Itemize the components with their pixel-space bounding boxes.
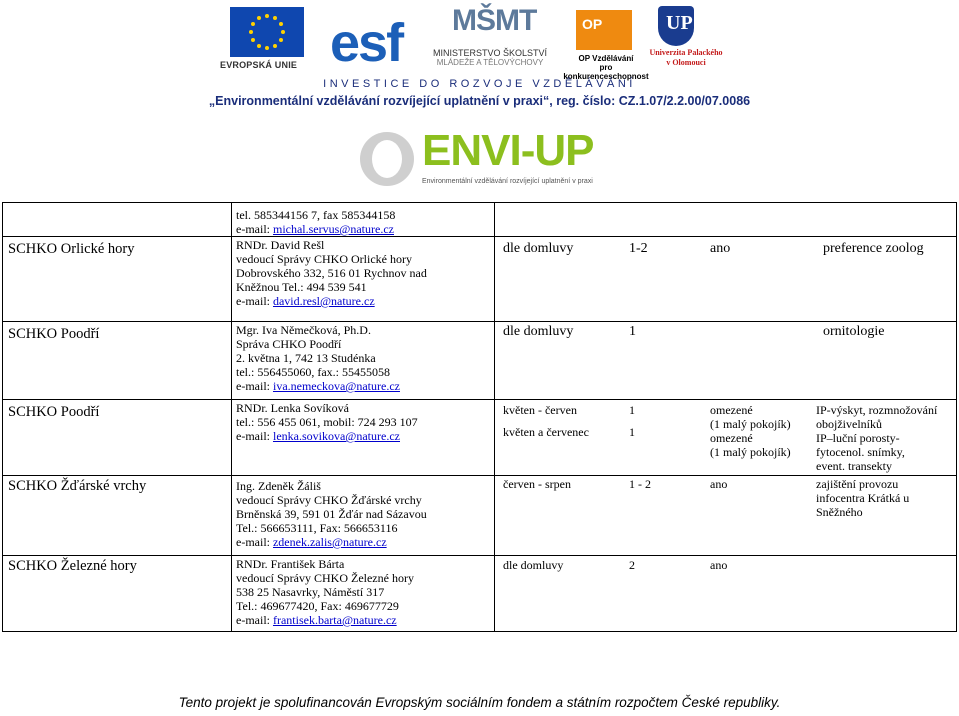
- table-row: [3, 322, 957, 400]
- email-link[interactable]: zdenek.zalis@nature.cz: [272, 535, 387, 549]
- contact-cell: [232, 476, 495, 556]
- focus: IP-výskyt, rozmnožování: [816, 403, 938, 417]
- esf-logo-text: esf: [330, 13, 403, 73]
- availability: dle domluvy: [503, 558, 564, 572]
- region-cell: [3, 203, 232, 237]
- details-cell: [495, 322, 957, 400]
- focus: IP–luční porosty-: [816, 431, 900, 445]
- contact-line: tel. 585344156 7, fax 585344158: [236, 208, 396, 222]
- contact-line: e-mail:: [236, 535, 273, 549]
- contact-line: Správa CHKO Poodří: [236, 337, 342, 351]
- availability: dle domluvy: [503, 241, 574, 256]
- contact-line: 2. května 1, 742 13 Studénka: [236, 351, 376, 365]
- table-row: [3, 400, 957, 476]
- contact-line: e-mail:: [236, 294, 273, 308]
- contact-cell: [232, 400, 495, 476]
- focus: Sněžného: [816, 505, 863, 519]
- upol-seal-icon: UP: [658, 6, 694, 46]
- contact-line: tel.: 556 455 061, mobil: 724 293 107: [236, 415, 418, 429]
- availability: červen - srpen: [503, 477, 571, 491]
- table-row: [3, 476, 957, 556]
- availability: květen a červenec: [503, 425, 589, 439]
- contact-line: Mgr. Iva Němečková, Ph.D.: [236, 323, 371, 337]
- capacity: 1-2: [629, 241, 648, 256]
- contact-cell: [232, 203, 495, 237]
- accommodation: ano: [710, 558, 728, 572]
- contact-line: RNDr. František Bárta: [236, 557, 345, 571]
- opvk-mark: OP: [582, 16, 603, 32]
- focus: obojživelníků: [816, 417, 882, 431]
- eu-logo-text: EVROPSKÁ UNIE: [220, 60, 298, 70]
- eu-logo: [220, 4, 326, 74]
- focus: preference zoolog: [823, 241, 924, 256]
- opvk-line2: pro konkurenceschopnost: [563, 63, 649, 81]
- accommodation: omezené: [710, 403, 753, 417]
- envi-up-wordmark: ENVI-UP: [422, 126, 594, 175]
- table-row: [3, 237, 957, 322]
- email-link[interactable]: david.resl@nature.cz: [272, 294, 375, 308]
- contact-cell: [232, 556, 495, 632]
- contact-line: RNDr. Lenka Sovíková: [236, 401, 349, 415]
- table-row: [3, 556, 957, 632]
- msmt-line1: MINISTERSTVO ŠKOLSTVÍ: [432, 48, 548, 58]
- msmt-mark: MŠMT: [452, 4, 537, 37]
- details-cell: [495, 237, 957, 322]
- contact-line: vedoucí Správy CHKO Orlické hory: [236, 252, 412, 266]
- accommodation: (1 malý pokojík): [710, 445, 791, 459]
- details-cell: [495, 400, 957, 476]
- contact-cell: [232, 322, 495, 400]
- capacity: 2: [629, 558, 635, 572]
- footer-note: Tento projekt je spolufinancován Evropským sociálním fondem a státním rozpočtem České republiky.: [178, 695, 781, 710]
- upol-line2: v Olomouci: [666, 58, 706, 67]
- contact-line: RNDr. David Rešl: [236, 238, 325, 252]
- invest-line: INVESTICE DO ROZVOJE VZDĚLÁVÁNÍ: [323, 78, 636, 90]
- opvk-line1: OP Vzdělávání: [578, 54, 634, 63]
- focus: zajištění provozu: [816, 477, 899, 491]
- email-link[interactable]: michal.servus@nature.cz: [272, 222, 394, 236]
- capacity: 1 - 2: [629, 477, 651, 491]
- email-link[interactable]: iva.nemeckova@nature.cz: [272, 379, 400, 393]
- contact-line: vedoucí Správy CHKO Žďárské vrchy: [236, 493, 422, 507]
- upol-logo: [650, 4, 722, 70]
- contact-line: Tel.: 469677420, Fax: 469677729: [236, 599, 399, 613]
- contact-line: Brněnská 39, 591 01 Žďár nad Sázavou: [236, 507, 427, 521]
- upol-line1: Univerzita Palackého: [649, 48, 723, 57]
- accommodation: omezené: [710, 431, 753, 445]
- esf-logo: [330, 13, 416, 73]
- project-line: „Environmentální vzdělávání rozvíjející uplatnění v praxi“, reg. číslo: CZ.1.07/2.2.00/07.0086: [208, 94, 751, 108]
- details-cell: [495, 203, 957, 237]
- contact-cell: [232, 237, 495, 322]
- region-cell: SCHKO Poodří: [3, 400, 232, 476]
- envi-up-logo: [360, 126, 600, 196]
- envi-up-subtitle: Environmentální vzdělávání rozvíjející uplatnění v praxi: [422, 178, 593, 185]
- accommodation: ano: [710, 477, 728, 491]
- contact-line: 538 25 Nasavrky, Náměstí 317: [236, 585, 385, 599]
- contact-line: e-mail:: [236, 379, 273, 393]
- contact-line: e-mail:: [236, 613, 273, 627]
- msmt-line2: MLÁDEŽE A TĚLOVÝCHOVY: [436, 58, 544, 67]
- details-cell: [495, 476, 957, 556]
- contact-line: Ing. Zdeněk Žáliš: [236, 479, 321, 493]
- accommodation: ano: [710, 241, 731, 256]
- email-link[interactable]: lenka.sovikova@nature.cz: [272, 429, 400, 443]
- contact-line: Tel.: 566653111, Fax: 566653116: [236, 521, 398, 535]
- region-cell: SCHKO Poodří: [3, 322, 232, 400]
- eu-stars-icon: [230, 7, 304, 57]
- contact-line: tel.: 556455060, fax.: 55455058: [236, 365, 390, 379]
- contact-line: e-mail:: [236, 429, 273, 443]
- focus: fytocenol. snímky,: [816, 445, 905, 459]
- capacity: 1: [629, 324, 636, 339]
- contact-line: e-mail:: [236, 222, 273, 236]
- contact-line: Dobrovského 332, 516 01 Rychnov nad: [236, 266, 427, 280]
- capacity: 1: [629, 425, 635, 439]
- contact-line: Kněžnou Tel.: 494 539 541: [236, 280, 367, 294]
- details-cell: [495, 556, 957, 632]
- region-cell: SCHKO Železné hory: [3, 556, 232, 632]
- opvk-logo: [562, 10, 650, 81]
- contacts-table: [2, 202, 957, 632]
- msmt-logo: [418, 4, 562, 76]
- focus: event. transekty: [816, 459, 892, 473]
- region-cell: SCHKO Žďárské vrchy: [3, 476, 232, 556]
- capacity: 1: [629, 403, 635, 417]
- focus: infocentra Krátká u: [816, 491, 910, 505]
- contact-line: vedoucí Správy CHKO Železné hory: [236, 571, 414, 585]
- region-cell: SCHKO Orlické hory: [3, 237, 232, 322]
- table-row: [3, 203, 957, 237]
- focus: ornitologie: [823, 324, 885, 339]
- availability: květen - červen: [503, 403, 577, 417]
- accommodation: (1 malý pokojík): [710, 417, 791, 431]
- availability: dle domluvy: [503, 324, 574, 339]
- email-link[interactable]: frantisek.barta@nature.cz: [272, 613, 397, 627]
